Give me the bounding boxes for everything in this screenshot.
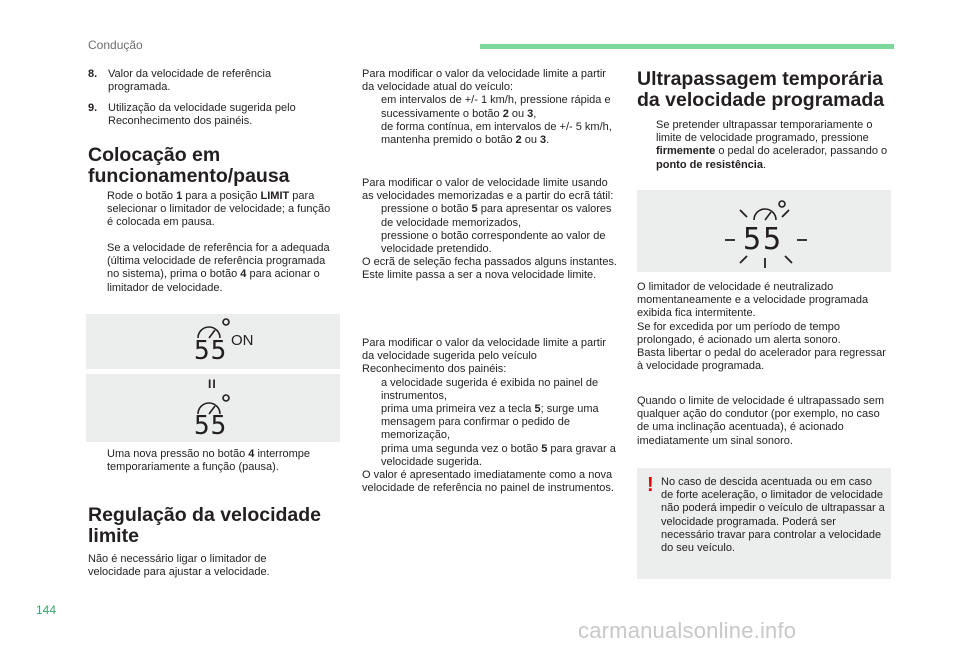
col2-section-3 bbox=[362, 337, 617, 495]
text: pressione o botão correspondente ao valor de velocidade pretendido. bbox=[381, 229, 606, 256]
pause-indicator: II bbox=[208, 377, 217, 391]
warning-text: No caso de descida acentuada ou em caso de forte aceleração, o limitador de velocidade não poderá impedir o veículo de ultrapassar a velocidade programada. Poderá ser necessário travar para controlar a velocidade do seu veículo. bbox=[661, 476, 885, 555]
text: a velocidade sugerida é exibida no painel de instrumentos, bbox=[381, 376, 599, 402]
button-ref: 5 bbox=[534, 403, 541, 416]
text: para gravar a velocidade sugerida. bbox=[381, 442, 616, 468]
text: , bbox=[533, 107, 537, 120]
intro-text: Para modificar o valor de velocidade limite usando as velocidades memorizadas e a partir do ecrã tátil: bbox=[362, 177, 614, 203]
tail-text: O valor é apresentado imediatamente como a nova velocidade de referência no painel de instrumentos. bbox=[362, 469, 614, 495]
text: Rode o botão bbox=[107, 190, 177, 202]
text: para a posição bbox=[182, 190, 261, 202]
heading-colocacao: Colocação em funcionamento/pausa bbox=[88, 144, 290, 187]
text: em intervalos de +/- 1 km/h, pressione rápida e sucessivamente o botão bbox=[381, 94, 611, 120]
bullet-velocidade-referencia bbox=[88, 242, 333, 295]
text: prima uma segunda vez o botão bbox=[381, 442, 542, 455]
speed-value: 55 bbox=[743, 222, 784, 257]
text: para apresentar os valores de velocidade memorizados, bbox=[381, 203, 612, 229]
tail-text: O ecrã de seleção fecha passados alguns instantes. Este limite passa a ser a nova velocidade limite. bbox=[362, 256, 617, 282]
text: pressione o botão bbox=[381, 203, 472, 216]
text: ou bbox=[508, 107, 528, 120]
text: o pedal do acelerador, passando o bbox=[715, 145, 888, 158]
watermark: carmanualsonline.info bbox=[578, 618, 797, 643]
text: prima uma primeira vez a tecla bbox=[381, 403, 535, 416]
text: . bbox=[762, 158, 767, 171]
button-ref: 1 bbox=[176, 190, 183, 202]
bullet-intervalos-5 bbox=[362, 121, 617, 147]
display-limiter-on bbox=[86, 314, 340, 369]
bullet-ultrapassar bbox=[637, 119, 895, 172]
item-9-text: Utilização da velocidade sugerida pelo Reconhecimento dos painéis. bbox=[108, 102, 296, 128]
header-accent-bar bbox=[480, 44, 894, 49]
text: Uma nova pressão no botão bbox=[107, 448, 249, 460]
bullet-sugerida-exibida bbox=[362, 377, 617, 403]
text: de forma contínua, em intervalos de +/- 5 km/h, mantenha premido o botão bbox=[381, 120, 612, 147]
warning-icon: ! bbox=[647, 474, 654, 496]
emphasis: firmemente bbox=[656, 145, 716, 158]
page-number: 144 bbox=[36, 603, 57, 617]
text: . bbox=[546, 134, 550, 147]
item-8-text: Valor da velocidade de referência programada. bbox=[108, 68, 272, 94]
warning-box bbox=[637, 468, 891, 579]
bullet-nova-pressao bbox=[88, 448, 333, 474]
bullet-pressione-correspondente bbox=[362, 230, 617, 256]
speed-value: 55 bbox=[194, 411, 228, 441]
button-ref: 2 bbox=[502, 107, 509, 120]
button-ref: 3 bbox=[540, 134, 547, 147]
button-ref: 4 bbox=[248, 448, 255, 460]
bullet-pressione-5 bbox=[362, 203, 617, 229]
bullet-rode-botao bbox=[88, 190, 333, 230]
regulacao-text: Não é necessário ligar o limitador de velocidade para ajustar a velocidade. bbox=[88, 553, 270, 579]
speed-value: 55 bbox=[194, 336, 228, 366]
col2-section-2 bbox=[362, 177, 617, 283]
button-ref: 5 bbox=[471, 203, 478, 216]
display-limiter-pause bbox=[86, 374, 340, 442]
text: ; surge uma mensagem para confirmar o pedido de memorização, bbox=[381, 403, 599, 442]
heading-ultrapassagem: Ultrapassagem temporária da velocidade programada bbox=[637, 68, 885, 111]
text: Se pretender ultrapassar temporariamente o limite de velocidade programado, pressione bbox=[656, 119, 873, 145]
limite-ultrapassado-text: Quando o limite de velocidade é ultrapassado sem qualquer ação do condutor (por exemplo, no caso de uma inclinação acentuada), é acionado imediatamente um sinal sonoro. bbox=[637, 395, 885, 447]
item-8 bbox=[88, 68, 328, 94]
limit-ref: LIMIT bbox=[260, 190, 290, 202]
item-8-number: 8. bbox=[88, 68, 98, 80]
neutralizado-text: O limitador de velocidade é neutralizado momentaneamente e a velocidade programada exibida fica intermitente. Se for excedida por um período de tempo prolongado, é acionado um alerta sonoro. Basta libertar o pedal do acelerador para regressar à velocidade programada. bbox=[637, 281, 886, 373]
intro-text: Para modificar o valor da velocidade limite a partir da velocidade sugerida pelo veículo Reconhecimento dos painéis: bbox=[362, 337, 606, 376]
button-ref: 2 bbox=[515, 134, 522, 147]
button-ref: 3 bbox=[527, 107, 534, 120]
text: para selecionar o limitador de velocidade; a função é colocada em pausa. bbox=[107, 190, 331, 229]
bullet-primeira-vez bbox=[362, 403, 617, 443]
col2-section-1 bbox=[362, 68, 617, 147]
text: Se a velocidade de referência for a adequada (última velocidade de referência programada no sistema), prima o botão bbox=[107, 242, 330, 281]
intro-text: Para modificar o valor da velocidade limite a partir da velocidade atual do veículo: bbox=[362, 68, 606, 94]
text: ou bbox=[521, 134, 541, 147]
item-9 bbox=[88, 102, 328, 128]
bullet-intervalos-1 bbox=[362, 94, 617, 120]
display-limiter-flashing bbox=[637, 190, 891, 272]
heading-regulacao: Regulação da velocidade limite bbox=[88, 504, 322, 547]
item-9-number: 9. bbox=[88, 102, 98, 114]
bullet-segunda-vez bbox=[362, 443, 617, 469]
text: para acionar o limitador de velocidade. bbox=[107, 268, 320, 294]
emphasis: ponto de resistência bbox=[656, 158, 763, 171]
button-ref: 4 bbox=[240, 268, 247, 281]
text: interrompe temporariamente a função (pausa). bbox=[107, 448, 311, 474]
status-label: ON bbox=[231, 332, 254, 349]
section-title: Condução bbox=[88, 38, 143, 52]
speedometer-icon bbox=[754, 201, 785, 220]
button-ref: 5 bbox=[541, 442, 548, 455]
